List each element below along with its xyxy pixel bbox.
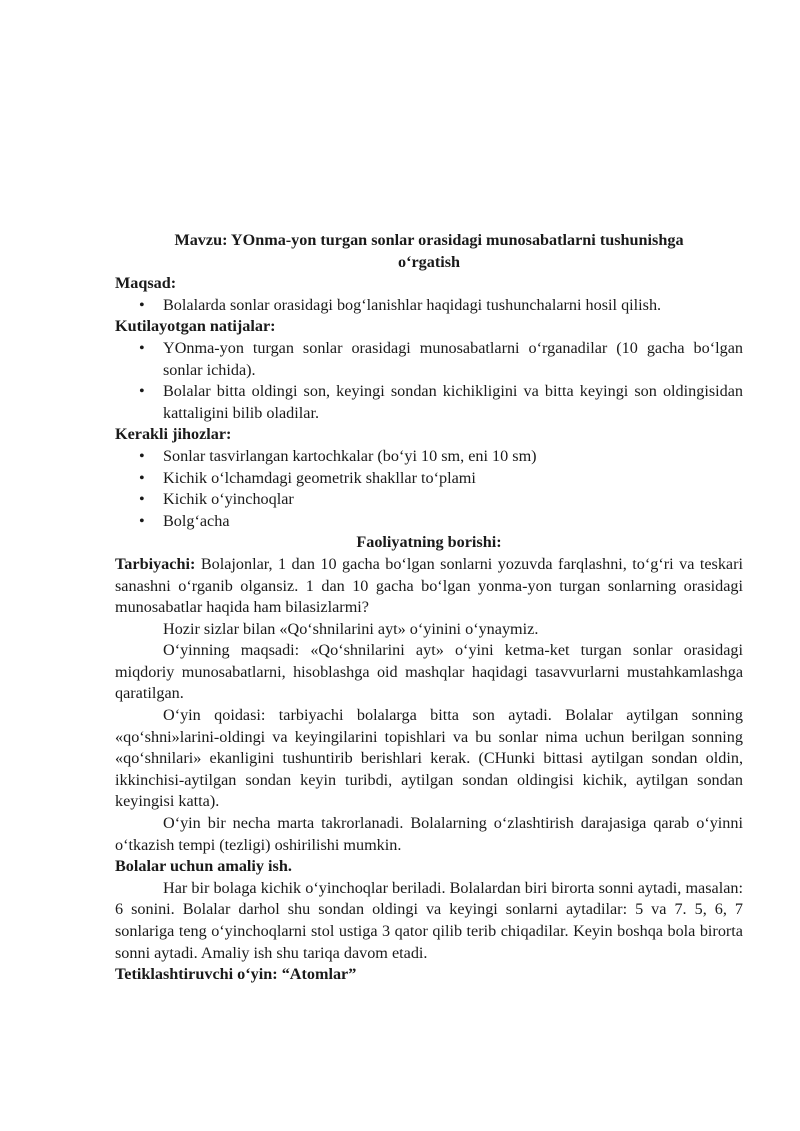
natijalar-heading: Kutilayotgan natijalar: [115, 317, 276, 336]
tetik-heading: Tetiklashtiruvchi o‘yin: “Atomlar” [115, 965, 357, 984]
bullet-icon: • [139, 511, 145, 530]
paragraph-hozir: Hozir sizlar bilan «Qo‘shnilarini ayt» o‘yinini o‘ynaymiz. [163, 619, 539, 638]
paragraph-takror: O‘yin bir necha marta takrorlanadi. Bolalarning o‘zlashtirish darajasiga qarab o‘yinni o‘tkazish tempi (tezligi) oshirilishi mumkin. [115, 814, 743, 854]
paragraph-maqsadi: O‘yinning maqsadi: «Qo‘shnilarini ayt» o‘yini ketma-ket turgan sonlar orasidagi miqdoriy munosabatlarni, hisoblashga oid mashqlar haqidagi tasavvurlarni mustahkamlashga qaratilgan. [115, 641, 743, 703]
bullet-icon: • [139, 382, 145, 401]
list-item: • Bolalar bitta oldingi son, keyingi sondan kichikligini va bitta keyingi son oldingisidan kattaligini bilib oladilar. [139, 382, 743, 422]
list-item: • Kichik o‘lchamdagi geometrik shakllar to‘plami [163, 468, 743, 490]
list-item: • Kichik o‘yinchoqlar [163, 489, 743, 511]
title-line-1: Mavzu: YOnma-yon turgan sonlar orasidagi munosabatlarni tushunishga [174, 231, 684, 249]
jihozlar-list [115, 446, 743, 532]
natijalar-list [115, 338, 743, 424]
faoliyat-heading: Faoliyatning borishi: [356, 533, 502, 552]
amaliy-heading: Bolalar uchun amaliy ish. [115, 857, 292, 876]
document-title [115, 230, 743, 273]
paragraph-qoidasi: O‘yin qoidasi: tarbiyachi bolalarga bitta son aytadi. Bolalar aytilgan sonning «qo‘shni»larini-oldingi va keyingilarini topishlari va bu sonlar nima uchun berilgan sonning «qo‘shnilari» ekanligini tushuntirib berishlari kerak. (CHunki bittasi aytilgan sondan oldin, ikkinchisi-aytilgan sondan keyin turibdi, aytilgan sondan oldingisi kichik, aytilgan sondan keyingisi katta). [115, 706, 743, 811]
list-item: • Bolalarda sonlar orasidagi bog‘lanishlar haqidagi tushunchalarni hosil qilish. [163, 295, 743, 317]
tarbiyachi-text: Bolajonlar, 1 dan 10 gacha bo‘lgan sonlarni yozuvda farqlashni, to‘g‘ri va teskari sanashni o‘rganib olgansiz. 1 dan 10 gacha bo‘lgan yonma-yon turgan sonlarning orasidagi munosabatlar haqida ham bilasizlarmi? [115, 554, 743, 617]
bullet-icon: • [139, 446, 145, 465]
list-item: • Bolg‘acha [163, 511, 743, 533]
maqsad-heading: Maqsad: [115, 274, 177, 293]
list-item: • YOnma-yon turgan sonlar orasidagi munosabatlarni o‘rganadilar (10 gacha bo‘lgan sonlar ichida). [139, 338, 743, 379]
jihozlar-heading: Kerakli jihozlar: [115, 425, 232, 444]
bullet-icon: • [139, 295, 145, 314]
tarbiyachi-paragraph [115, 554, 743, 619]
title-line-2: o‘rgatish [397, 252, 461, 271]
bullet-icon: • [139, 468, 145, 487]
list-item: • Sonlar tasvirlangan kartochkalar (bo‘yi 10 sm, eni 10 sm) [163, 446, 743, 468]
document-page [115, 230, 743, 986]
paragraph-amaliy: Har bir bolaga kichik o‘yinchoqlar beriladi. Bolalardan biri birorta sonni aytadi, masalan: 6 sonini. Bolalar darhol shu sondan oldingi va keyingi sonlarni aytadilar: 5 va 7. 5, 6, 7 sonlariga teng o‘yinchoqlarni stol ustiga 3 qator qilib terib chiqadilar. Keyin boshqa bola birorta sonni aytadi. Amaliy ish shu tariqa davom etadi. [115, 878, 743, 962]
bullet-icon: • [139, 338, 145, 357]
maqsad-list [115, 295, 743, 317]
tarbiyachi-label: Tarbiyachi: [115, 554, 196, 573]
bullet-icon: • [139, 490, 145, 509]
